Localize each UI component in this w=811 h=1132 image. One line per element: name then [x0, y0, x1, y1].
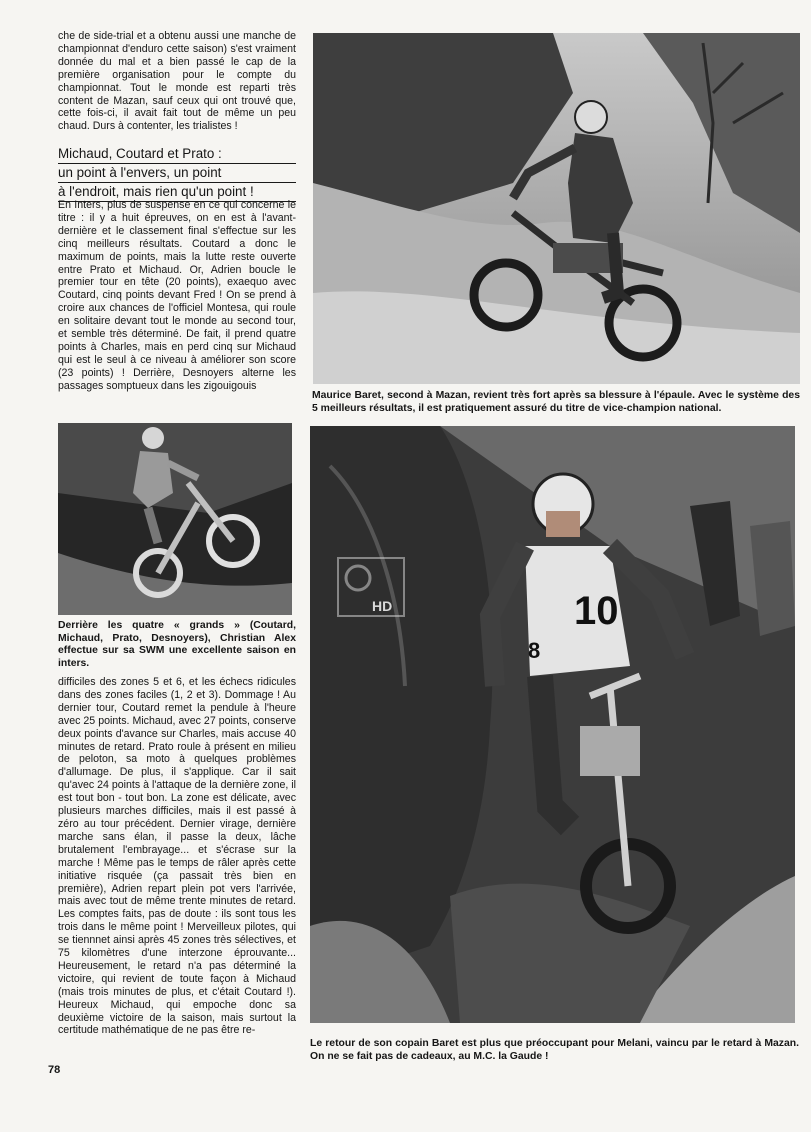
intro-text: che de side-trial et a obtenu aussi une manche de championnat d'enduro cette saison) s'est vraiment donnée du mal et a bien passé le cap de la première organisation pour le compte du championnat. Tout le monde est reparti très content de Mazan, sauf ceux qui ont trouvé que, cette fois-ci, il avait fait tout de même un peu chaud. Durs à contenter, les trialistes !	[58, 30, 296, 133]
watermark-logo	[336, 556, 406, 618]
page-number: 78	[48, 1064, 61, 1076]
body-text-2: difficiles des zones 5 et 6, et les échecs ridicules dans des zones faciles (1, 2 et 3). Dommage ! Au dernier tour, Coutard remet la pendule à l'heure avec 25 points. Michaud, avec 27 points, conserve deux points d'avance sur Charles, mais accuse 40 minutes de retard. Prato roule à présent en milieu de peloton, sa moto à quelques problèmes d'allumage. De plus, il s'applique. Car il sait qu'avec 24 points à l'attaque de la dernière zone, il est tout bon - tout bon. La zone est délicate, avec plusieurs marches difficiles, mais il est passé à zéro au tour précédent. Dernier virage, dernière marche sans élan, il passe la deux, lâche brutalement l'embrayage... et s'écrase sur la marche ! Même pas le temps de râler après cette initiative risquée (ça passait très bien en première), Adrien repart plein pot vers l'arrivée, mais avec tout de même trente minutes de retard. Les comptes faits, pas de doute : ils sont tous les trois dans le même point ! Merveilleux pilotes, qui se tiennnet ainsi après 45 zones très sélectives, et 75 kilomètres d'une interzone éprouvante... Heureusement, le retard n'a pas déterminé la victoire, qui revient de toute façon à Michaud (mais trois minutes de plus, et c'était Coutard !). Heureux Michaud, qui empoche donc sa deuxième victoire de la saison, mais surtout la certitude mathématique de ne pas être re-	[58, 676, 296, 1037]
caption-photo-baret: Maurice Baret, second à Mazan, revient très fort après sa blessure à l'épaule. Avec le système des 5 meilleurs résultats, il est pratiquement assuré du titre de vice-champion national.	[312, 390, 800, 414]
section-heading-line-3: à l'endroit, mais rien qu'un point !	[58, 183, 296, 202]
photo-alex	[58, 423, 292, 615]
caption-photo-melani: Le retour de son copain Baret est plus que préoccupant pour Melani, vaincu par le retard à Mazan. On ne se fait pas de cadeaux, au M.C. la Gaude !	[310, 1038, 799, 1062]
race-number: 10	[574, 589, 619, 633]
section-heading-line-2: un point à l'envers, un point	[58, 164, 296, 183]
photo-baret	[313, 33, 800, 384]
section-heading	[58, 145, 296, 202]
race-number-2: 8	[528, 638, 541, 663]
body-text-1: En Inters, plus de suspense en ce qui concerne le titre : il y a huit épreuves, on en est à l'avant-dernière et le classement final s'effectue sur les cinq meilleurs résultats. Coutard a donc le maximum de points, mais la lutte reste ouverte entre Prato et Michaud. Or, Adrien boucle le premier tour en tête (20 points), exaequo avec Coutard, cinq points devant Fred ! On se prend à croire aux chances de l'officiel Montesa, qui roule en solitaire devant tout le monde au second tour, et semble très déterminé. De fait, il prend quatre points à Charles, mais en perd cinq sur Michaud qui est le seul à ce niveau à améliorer son score (23 points) ! Derrière, Desnoyers alterne les passages somptueux dans les zigouigouis	[58, 199, 296, 392]
article-body-part-2	[58, 676, 296, 1037]
intro-paragraph	[58, 30, 296, 133]
caption-photo-alex: Derrière les quatre « grands » (Coutard, Michaud, Prato, Desnoyers), Christian Alex effectue sur sa SWM une excellente saison en inters.	[58, 620, 296, 669]
photo-melani	[310, 426, 795, 1023]
article-body-part-1	[58, 199, 296, 393]
section-heading-line-1: Michaud, Coutard et Prato :	[58, 145, 296, 164]
watermark-text: HD	[372, 598, 393, 614]
